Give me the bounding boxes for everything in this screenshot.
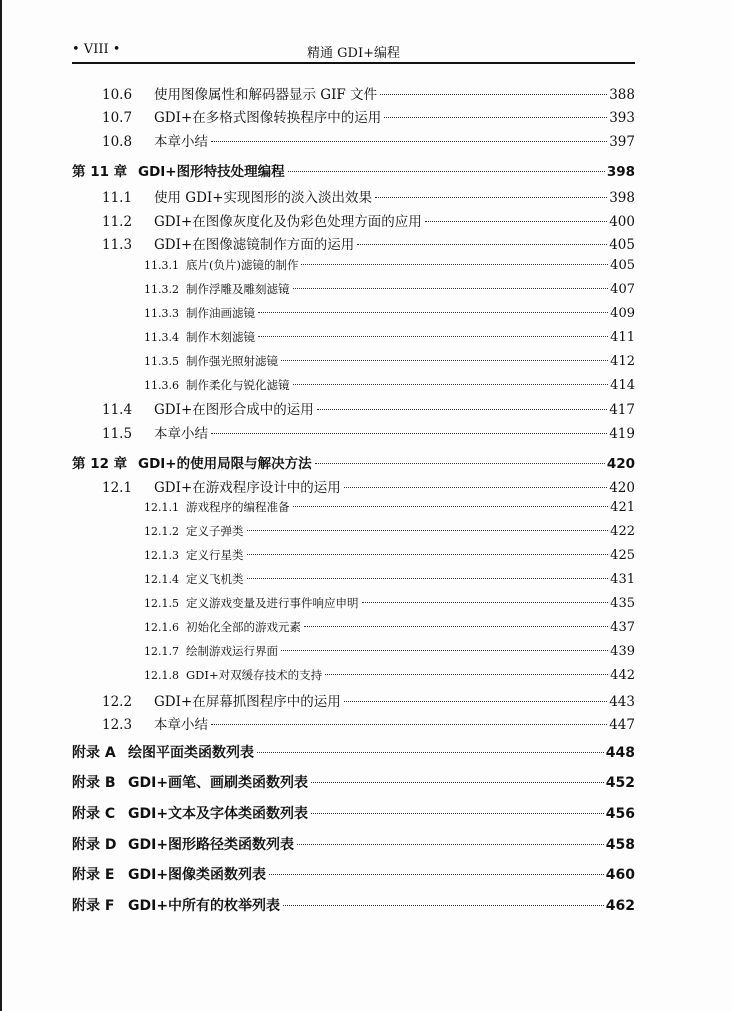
entry-title: 初始化全部的游戏元素 [186, 620, 301, 634]
toc-entry [72, 186, 635, 208]
entry-page: 414 [610, 378, 635, 393]
entry-page: 443 [609, 694, 635, 710]
entry-title: 本章小结 [154, 426, 208, 442]
entry-title: GDI+在游戏程序设计中的运用 [154, 480, 341, 496]
entry-number: 11.5 [102, 426, 133, 442]
entry-page: 417 [609, 402, 635, 418]
toc-entry [72, 864, 635, 886]
leader-dots [281, 650, 608, 651]
entry-page: 398 [609, 190, 635, 206]
toc-entry [72, 690, 635, 712]
leader-dots [211, 433, 607, 434]
entry-number: 11.3.4 [144, 331, 179, 344]
toc-entry [72, 619, 635, 641]
leader-dots [293, 384, 609, 385]
page-header [72, 36, 635, 64]
entry-page: 420 [606, 456, 635, 472]
entry-number: 10.8 [102, 134, 133, 150]
toc-entry [72, 257, 635, 279]
leader-dots [258, 336, 608, 337]
entry-number: 附录 A [72, 745, 116, 761]
toc-entry [72, 772, 635, 794]
entry-title: GDI+在图像灰度化及伪彩色处理方面的应用 [154, 214, 422, 230]
leader-dots [344, 487, 607, 488]
entry-page: 420 [609, 480, 635, 496]
entry-title: 本章小结 [154, 717, 208, 733]
entry-page: 407 [610, 282, 635, 297]
entry-title: GDI+对双缓存技术的支持 [186, 668, 323, 682]
entry-title: 定义子弹类 [186, 524, 244, 538]
toc-entry [72, 160, 635, 182]
leader-dots [211, 724, 607, 725]
entry-number: 第 12 章 [72, 456, 128, 472]
entry-title: GDI+文本及字体类函数列表 [128, 806, 309, 822]
entry-title: GDI+图形特技处理编程 [138, 164, 285, 180]
running-book-title: 精通 GDI+编程 [307, 46, 400, 61]
entry-title: 本章小结 [154, 134, 208, 150]
entry-title: GDI+中所有的枚举列表 [128, 898, 281, 914]
entry-number: 11.2 [102, 214, 133, 230]
entry-title: GDI+的使用局限与解决方法 [138, 456, 312, 472]
entry-page: 421 [610, 500, 635, 515]
leader-dots [311, 782, 604, 783]
toc-entry [72, 571, 635, 593]
toc-entry [72, 281, 635, 303]
leader-dots [384, 117, 607, 118]
leader-dots [380, 94, 607, 95]
leader-dots [344, 701, 607, 702]
entry-title: 制作柔化与锐化滤镜 [186, 378, 290, 392]
entry-number: 11.3 [102, 237, 133, 253]
entry-number: 第 11 章 [72, 164, 128, 180]
entry-number: 12.1.2 [144, 525, 179, 538]
entry-title: 底片(负片)滤镜的制作 [186, 258, 299, 272]
entry-number: 12.2 [102, 694, 133, 710]
entry-page: 437 [610, 620, 635, 635]
entry-number: 11.3.2 [144, 283, 179, 296]
entry-title: 定义游戏变量及进行事件响应申明 [186, 596, 359, 610]
entry-title: GDI+在图形合成中的运用 [154, 402, 314, 418]
entry-page: 448 [605, 745, 635, 761]
entry-page: 431 [610, 572, 635, 587]
toc-entry [72, 452, 635, 474]
entry-number: 11.3.5 [144, 355, 179, 368]
toc-entry [72, 667, 635, 689]
leader-dots [247, 530, 609, 531]
entry-number: 12.1.7 [144, 645, 179, 658]
entry-page: 439 [610, 644, 635, 659]
leader-dots [297, 844, 604, 845]
entry-number: 11.3.1 [144, 259, 179, 272]
toc-entry [72, 233, 635, 255]
toc-entry [72, 305, 635, 327]
entry-title: 使用 GDI+实现图形的淡入淡出效果 [154, 190, 373, 206]
leader-dots [317, 409, 607, 410]
entry-page: 447 [609, 717, 635, 733]
leader-dots [281, 360, 608, 361]
toc-entry [72, 398, 635, 420]
entry-number: 10.6 [102, 87, 133, 103]
leader-dots [288, 171, 605, 172]
entry-number: 12.1.1 [144, 501, 179, 514]
entry-title: GDI+在屏幕抓图程序中的运用 [154, 694, 341, 710]
toc-entry [72, 834, 635, 856]
page-number: • VIII • [72, 42, 121, 57]
entry-page: 452 [605, 775, 635, 791]
entry-title: 定义飞机类 [186, 572, 244, 586]
toc-entry [72, 422, 635, 444]
leader-dots [357, 244, 607, 245]
entry-page: 405 [609, 237, 635, 253]
entry-page: 442 [610, 668, 635, 683]
entry-title: GDI+在图像滤镜制作方面的运用 [154, 237, 355, 253]
leader-dots [315, 463, 605, 464]
toc-entry [72, 742, 635, 764]
toc-entry [72, 476, 635, 498]
entry-title: 绘制游戏运行界面 [186, 644, 278, 658]
scan-left-edge [0, 0, 2, 1011]
toc-entry [72, 499, 635, 521]
toc-entry [72, 803, 635, 825]
leader-dots [247, 578, 609, 579]
toc-entry [72, 713, 635, 735]
entry-number: 12.3 [102, 717, 133, 733]
entry-page: 458 [605, 837, 635, 853]
leader-dots [269, 874, 604, 875]
entry-number: 12.1.6 [144, 621, 179, 634]
leader-dots [311, 813, 604, 814]
entry-page: 425 [610, 548, 635, 563]
toc-entry [72, 547, 635, 569]
toc-entry [72, 353, 635, 375]
toc-entry [72, 329, 635, 351]
entry-page: 422 [610, 524, 635, 539]
entry-title: GDI+在多格式图像转换程序中的运用 [154, 110, 382, 126]
entry-number: 11.3.6 [144, 379, 179, 392]
entry-number: 12.1.4 [144, 573, 179, 586]
leader-dots [293, 506, 609, 507]
leader-dots [293, 288, 609, 289]
entry-number: 11.1 [102, 190, 133, 206]
entry-title: 游戏程序的编程准备 [186, 500, 290, 514]
toc-entry [72, 895, 635, 917]
leader-dots [362, 602, 609, 603]
entry-title: 制作浮雕及雕刻滤镜 [186, 282, 290, 296]
entry-title: GDI+图形路径类函数列表 [128, 837, 295, 853]
entry-page: 409 [610, 306, 635, 321]
entry-number: 附录 E [72, 867, 115, 883]
entry-title: GDI+画笔、画刷类函数列表 [128, 775, 309, 791]
entry-number: 12.1 [102, 480, 133, 496]
entry-title: GDI+图像类函数列表 [128, 867, 267, 883]
entry-number: 12.1.5 [144, 597, 179, 610]
toc-entry [72, 210, 635, 232]
leader-dots [301, 264, 608, 265]
entry-number: 附录 C [72, 806, 116, 822]
toc-entry [72, 83, 635, 105]
entry-page: 388 [609, 87, 635, 103]
entry-title: 定义行星类 [186, 548, 244, 562]
toc-entry [72, 643, 635, 665]
entry-title: 制作强光照射滤镜 [186, 354, 278, 368]
entry-title: 绘图平面类函数列表 [128, 745, 254, 761]
toc-entry [72, 523, 635, 545]
entry-page: 400 [609, 214, 635, 230]
entry-number: 10.7 [102, 110, 133, 126]
entry-page: 405 [610, 258, 635, 273]
entry-number: 12.1.3 [144, 549, 179, 562]
leader-dots [425, 221, 607, 222]
toc-entry [72, 106, 635, 128]
entry-title: 制作油画滤镜 [186, 306, 255, 320]
leader-dots [257, 752, 604, 753]
entry-number: 12.1.8 [144, 669, 179, 682]
leader-dots [247, 554, 609, 555]
leader-dots [283, 905, 604, 906]
entry-page: 398 [606, 164, 635, 180]
leader-dots [325, 674, 608, 675]
entry-title: 制作木刻滤镜 [186, 330, 255, 344]
entry-number: 附录 D [72, 837, 117, 853]
toc-entry [72, 130, 635, 152]
entry-page: 397 [609, 134, 635, 150]
entry-page: 412 [610, 354, 635, 369]
entry-page: 435 [610, 596, 635, 611]
toc-entry [72, 595, 635, 617]
entry-page: 460 [605, 867, 635, 883]
entry-number: 附录 F [72, 898, 115, 914]
leader-dots [211, 141, 607, 142]
leader-dots [375, 197, 607, 198]
entry-title: 使用图像属性和解码器显示 GIF 文件 [154, 87, 378, 103]
entry-number: 11.4 [102, 402, 133, 418]
toc-entry [72, 377, 635, 399]
entry-page: 411 [610, 330, 635, 345]
leader-dots [304, 626, 608, 627]
entry-page: 456 [605, 806, 635, 822]
leader-dots [258, 312, 608, 313]
entry-page: 419 [609, 426, 635, 442]
entry-number: 11.3.3 [144, 307, 179, 320]
entry-page: 393 [609, 110, 635, 126]
entry-page: 462 [605, 898, 635, 914]
entry-number: 附录 B [72, 775, 116, 791]
